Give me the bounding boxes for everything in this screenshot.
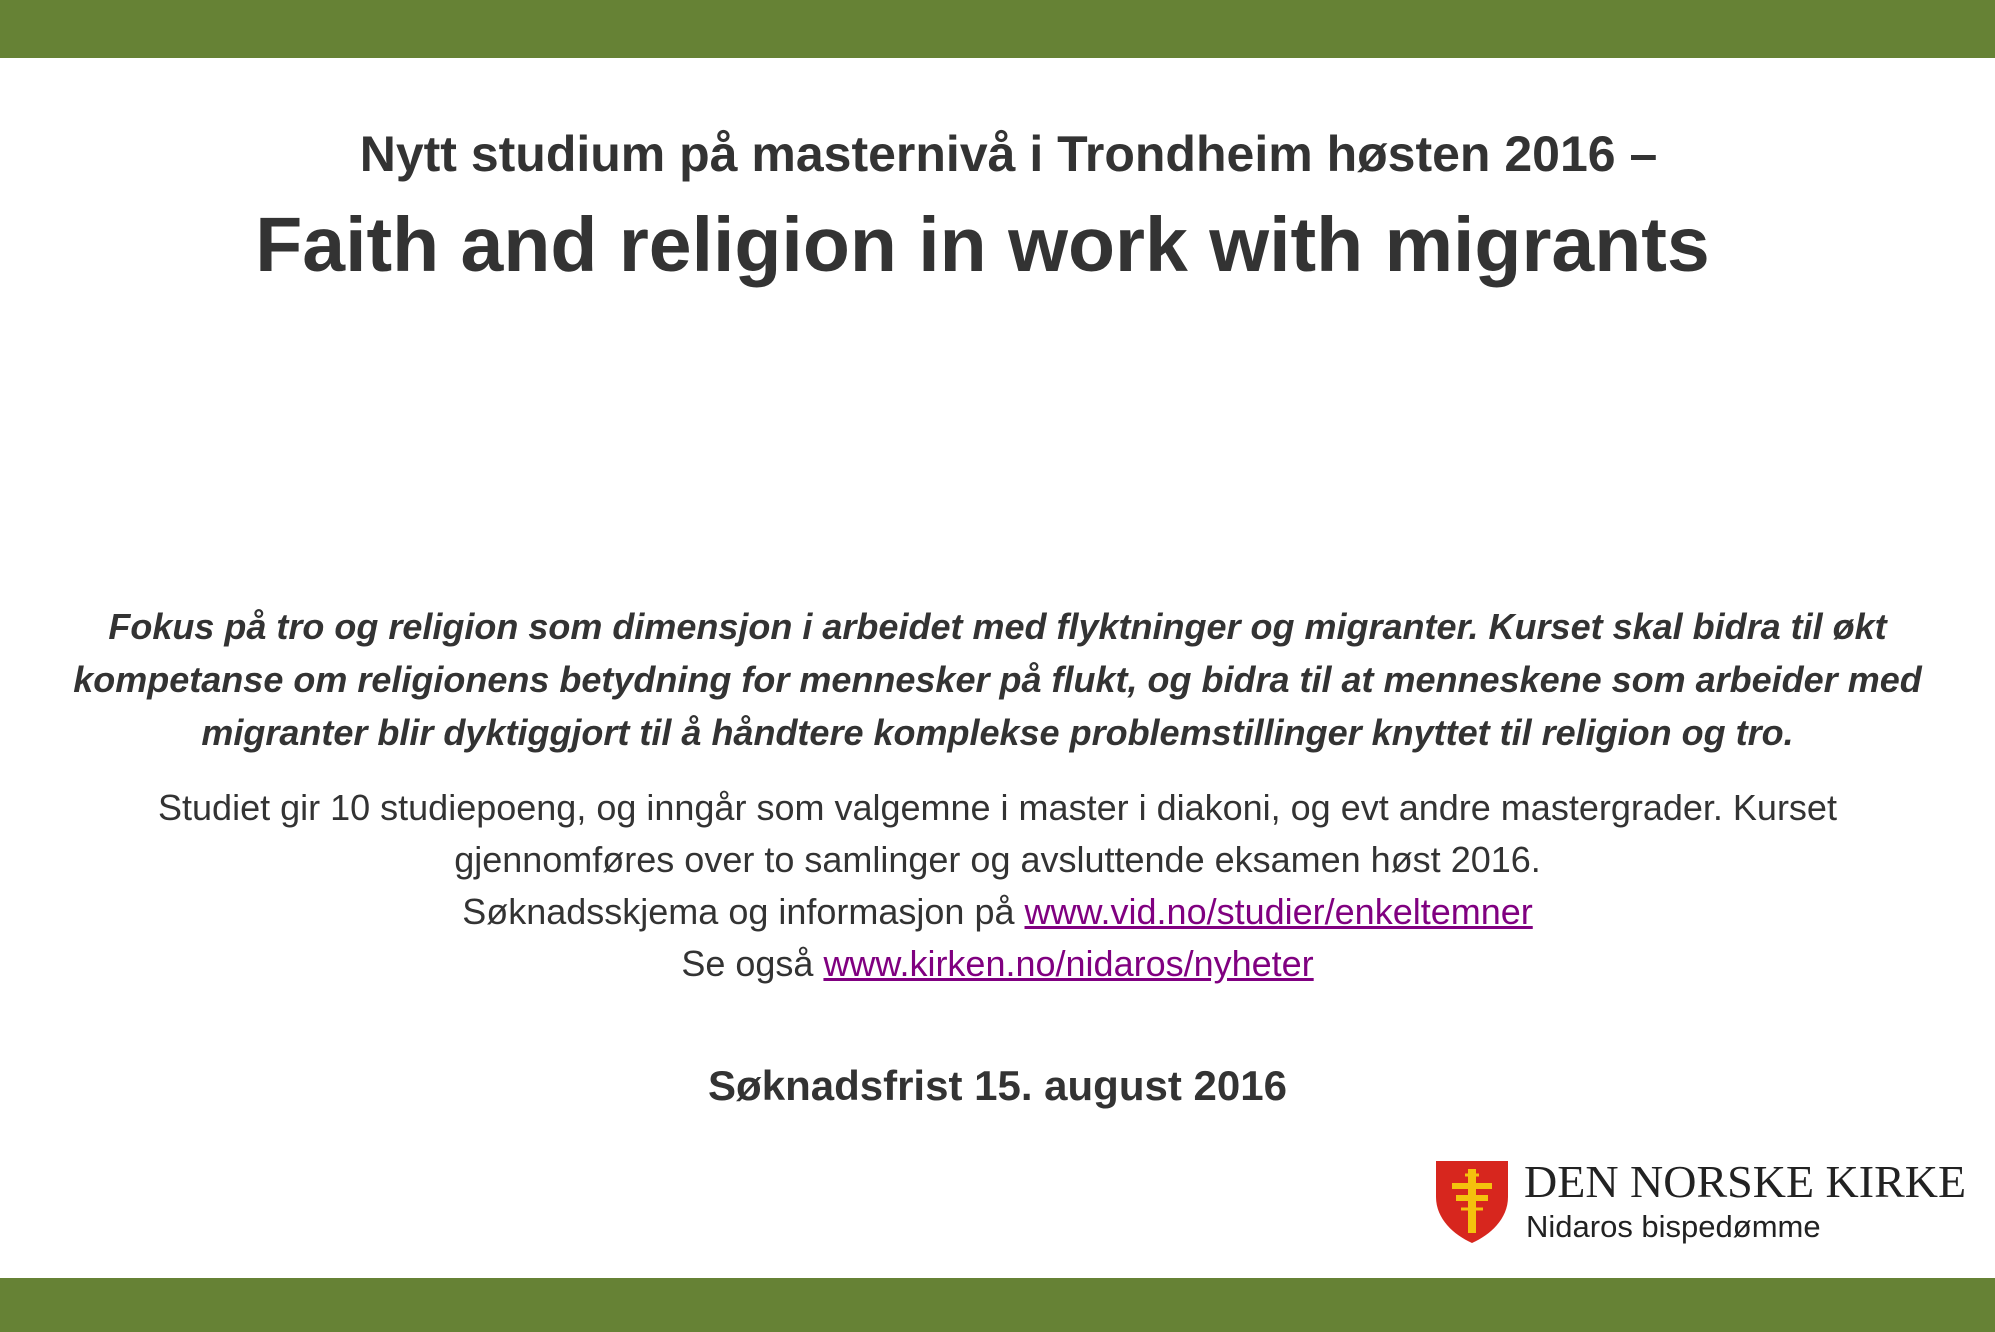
see-also-prefix: Se også	[681, 943, 814, 984]
see-also-line	[60, 938, 1935, 990]
top-color-band	[0, 0, 1995, 58]
church-logo	[1434, 1156, 1967, 1247]
course-title: Faith and religion in work with migrants	[255, 202, 1710, 288]
organization-name: DEN NORSKE KIRKE	[1524, 1156, 1967, 1207]
bottom-color-band	[0, 1278, 1995, 1332]
organization-subtitle: Nidaros bispedømme	[1526, 1209, 1821, 1244]
course-details-text: Studiet gir 10 studiepoeng, og inngår som valgemne i master i diakoni, og evt andre mastergrader. Kurset gjennomføres over to samlinger og avsluttende eksamen høst 2016.	[158, 787, 1837, 880]
intro-paragraph: Fokus på tro og religion som dimensjon i arbeidet med flyktninger og migranter. Kurset skal bidra til økt kompetanse om religionens betydning for mennesker på flukt, og bidra til at menneskene som arbeider med migranter blir dyktiggjort til å håndtere komplekse problemstillinger knyttet til religion og tro.	[73, 606, 1922, 753]
course-kicker: Nytt studium på masternivå i Trondheim høsten 2016 –	[359, 126, 1658, 182]
course-details	[60, 782, 1935, 990]
application-line	[60, 886, 1935, 938]
see-also-link[interactable]: www.kirken.no/nidaros/nyheter	[823, 943, 1314, 984]
application-deadline: Søknadsfrist 15. august 2016	[708, 1062, 1287, 1109]
application-link[interactable]: www.vid.no/studier/enkeltemner	[1024, 891, 1533, 932]
application-prefix: Søknadsskjema og informasjon på	[462, 891, 1015, 932]
church-cross-shield-icon	[1434, 1159, 1510, 1245]
